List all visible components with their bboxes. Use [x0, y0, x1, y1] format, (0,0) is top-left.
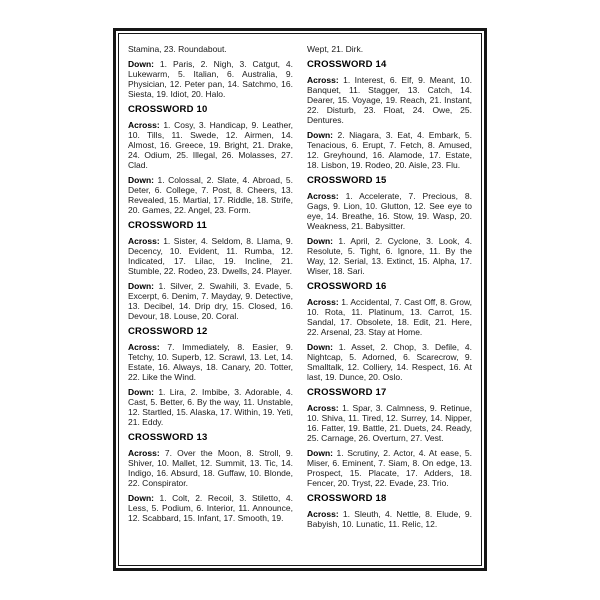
answers-paragraph [307, 403, 472, 443]
answers-paragraph [307, 448, 472, 488]
answers-paragraph [307, 44, 472, 54]
direction-label: Down: [307, 342, 333, 352]
answers-text: 7. Immediately, 8. Easier, 9. Tetchy, 10. Superb, 12. Scrawl, 13. Let, 14. Estate, 16. Always, 18. Canary, 20. Totter, 22. Like the Wind. [128, 342, 293, 382]
answers-paragraph [128, 120, 293, 170]
answers-paragraph [307, 509, 472, 529]
answers-column-left [128, 44, 293, 561]
answers-paragraph [307, 75, 472, 125]
answers-paragraph [128, 448, 293, 488]
direction-label: Across: [128, 236, 160, 246]
answers-paragraph [307, 191, 472, 231]
answers-paragraph [128, 493, 293, 523]
crossword-heading: CROSSWORD 16 [307, 281, 387, 292]
answers-text: 1. Asset, 2. Chop, 3. Defile, 4. Nightcap, 5. Adorned, 6. Scarecrow, 9. Smalltalk, 12. Colliery, 14. Respect, 16. At last, 19. Dunce, 20. Oslo. [307, 342, 472, 382]
answers-text: 1. Silver, 2. Swahili, 3. Evade, 5. Excerpt, 6. Denim, 7. Mayday, 9. Detective, 13. Decibel, 14. Drip dry, 15. Closed, 16. Devour, 18. Louse, 20. Coral. [128, 281, 293, 321]
answers-text: 1. Cosy, 3. Handicap, 9. Leather, 10. Tills, 11. Swede, 12. Airmen, 14. Almost, 16. Greece, 19. Bright, 21. Drake, 24. Odium, 25. Illegal, 26. Molasses, 27. Clad. [128, 120, 293, 170]
direction-label: Across: [307, 191, 339, 201]
answers-paragraph [307, 297, 472, 337]
direction-label: Down: [307, 130, 333, 140]
direction-label: Across: [307, 403, 339, 413]
answers-text: 1. Lira, 2. Imbibe, 3. Adorable, 4. Cast, 5. Better, 6. By the way, 11. Unstable, 12. Startled, 15. Alaska, 17. Within, 19. Yeti, 21. Eddy. [128, 387, 293, 427]
document-page [118, 33, 482, 566]
crossword-heading: CROSSWORD 12 [128, 326, 208, 337]
answers-text: 1. Colossal, 2. Slate, 4. Abroad, 5. Deter, 6. College, 7. Post, 8. Cheers, 13. Revealed, 15. Martial, 17. Riddle, 18. Strife, 20. Games, 22. Angel, 23. Form. [128, 175, 293, 215]
direction-label: Down: [128, 493, 154, 503]
direction-label: Across: [307, 297, 339, 307]
answers-paragraph [128, 175, 293, 215]
answers-text: 2. Niagara, 3. Eat, 4. Embark, 5. Tenacious, 6. Erupt, 7. Fetch, 8. Amused, 12. Greyhound, 16. Alamode, 17. Estate, 18. Lisbon, 19. Rodeo, 20. Aisle, 23. Flu. [307, 130, 472, 170]
document-page-border [113, 28, 487, 571]
answers-text: 7. Over the Moon, 8. Stroll, 9. Shiver, 10. Mallet, 12. Summit, 13. Tic, 14. Indigo, 16. Absurd, 18. Guffaw, 10. Blonde, 22. Conspirator. [128, 448, 293, 488]
answers-paragraph [128, 59, 293, 99]
direction-label: Down: [128, 281, 154, 291]
answers-text: 1. Accidental, 7. Cast Off, 8. Grow, 10. Rota, 11. Platinum, 13. Carrot, 15. Sandal, 17. Obsolete, 18. Edit, 21. Here, 22. Arsenal, 23. Stay at Home. [307, 297, 472, 337]
answers-text: 1. Sister, 4. Seldom, 8. Llama, 9. Decency, 10. Evident, 11. Rumba, 12. Indicated, 17. Lilac, 19. Incline, 21. Stumble, 22. Rodeo, 23. Dwells, 24. Player. [128, 236, 293, 276]
answers-paragraph [128, 236, 293, 276]
direction-label: Down: [128, 387, 154, 397]
direction-label: Down: [307, 236, 333, 246]
answers-text: 1. Spar, 3. Calmness, 9. Retinue, 10. Shiva, 11. Tired, 12. Surrey, 14. Nipper, 16. Fatter, 19. Battle, 21. Duets, 24. Ready, 25. Carnage, 26. Overturn, 27. Vest. [307, 403, 472, 443]
crossword-heading: CROSSWORD 14 [307, 59, 387, 70]
direction-label: Down: [128, 175, 154, 185]
answers-column-right [307, 44, 472, 561]
answers-text: 1. Colt, 2. Recoil, 3. Stiletto, 4. Less, 5. Podium, 6. Interior, 11. Announce, 12. Scabbard, 15. Infant, 17. Smooth, 19. [128, 493, 293, 523]
answers-text: 1. Sleuth, 4. Nettle, 8. Elude, 9. Babyish, 10. Lunatic, 11. Relic, 12. [307, 509, 472, 529]
answers-paragraph [128, 44, 293, 54]
direction-label: Across: [307, 75, 339, 85]
direction-label: Down: [128, 59, 154, 69]
answers-paragraph [307, 236, 472, 276]
crossword-heading: CROSSWORD 10 [128, 104, 208, 115]
direction-label: Down: [307, 448, 333, 458]
direction-label: Across: [128, 448, 160, 458]
direction-label: Across: [128, 342, 160, 352]
crossword-heading: CROSSWORD 13 [128, 432, 208, 443]
direction-label: Across: [307, 509, 339, 519]
crossword-heading: CROSSWORD 15 [307, 175, 387, 186]
crossword-heading: CROSSWORD 17 [307, 387, 387, 398]
answers-paragraph [128, 387, 293, 427]
crossword-heading: CROSSWORD 11 [128, 220, 207, 231]
answers-text: Wept, 21. Dirk. [307, 44, 364, 54]
answers-text: 1. Interest, 6. Elf, 9. Meant, 10. Banquet, 11. Stagger, 13. Catch, 14. Dearer, 15. Voyage, 19. Reach, 21. Instant, 22. Disturb, 23. Float, 24. Owe, 25. Dentures. [307, 75, 472, 125]
answers-paragraph [128, 342, 293, 382]
answers-paragraph [307, 130, 472, 170]
direction-label: Across: [128, 120, 160, 130]
answers-text: 1. Accelerate, 7. Precious, 8. Gags, 9. Lion, 10. Glutton, 12. See eye to eye, 14. Breathe, 16. Stow, 19. Wasp, 20. Weakness, 21. Babysitter. [307, 191, 472, 231]
answers-text: 1. Scrutiny, 2. Actor, 4. At ease, 5. Miser, 6. Eminent, 7. Siam, 8. On edge, 13. Prospect, 15. Placate, 17. Adders, 18. Fencer, 20. Tryst, 22. Evade, 23. Trio. [307, 448, 472, 488]
answers-text: 1. April, 2. Cyclone, 3. Look, 4. Resolute, 5. Tight, 6. Ignore, 11. By the Way, 12. Serial, 13. Extinct, 15. Alpha, 17. Wiser, 18. Sari. [307, 236, 472, 276]
answers-text: 1. Paris, 2. Nigh, 3. Catgut, 4. Lukewarm, 5. Italian, 6. Australia, 9. Physician, 12. Peter pan, 14. Satchmo, 16. Siesta, 19. Idiot, 20. Halo. [128, 59, 293, 99]
answers-text: Stamina, 23. Roundabout. [128, 44, 227, 54]
answers-paragraph [307, 342, 472, 382]
crossword-heading: CROSSWORD 18 [307, 493, 387, 504]
answers-paragraph [128, 281, 293, 321]
